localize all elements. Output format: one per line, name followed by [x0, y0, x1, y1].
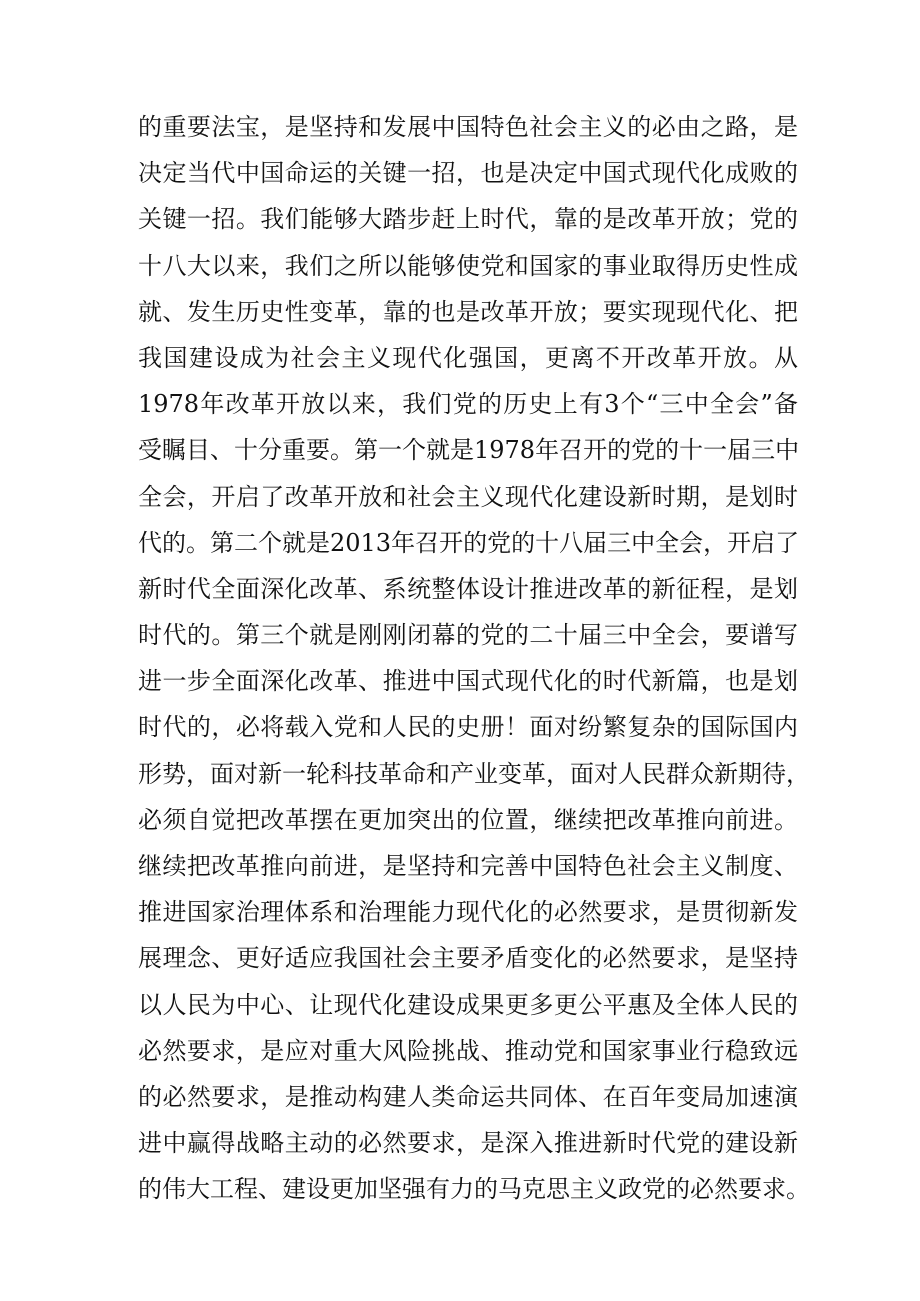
text-line: 进一步全面深化改革、推进中国式现代化的时代新篇，也是划 — [138, 667, 798, 696]
text-line: 形势，面对新一轮科技革命和产业变革，面对人民群众新期待， — [138, 759, 810, 788]
text-line: 受瞩目、十分重要。第一个就是1978年召开的党的十一届三中 — [138, 436, 800, 465]
text-line: 必须自觉把改革摆在更加突出的位置，继续把改革推向前进。 — [138, 805, 798, 834]
text-line: 十八大以来，我们之所以能够使党和国家的事业取得历史性成 — [138, 251, 798, 280]
text-line: 时代的。第三个就是刚刚闭幕的党的二十届三中全会，要谱写 — [138, 621, 798, 650]
text-line: 的伟大工程、建设更加坚强有力的马克思主义政党的必然要求。 — [138, 1175, 810, 1204]
text-line: 决定当代中国命运的关键一招，也是决定中国式现代化成败的 — [138, 159, 798, 188]
text-line: 进中赢得战略主动的必然要求，是深入推进新时代党的建设新 — [138, 1129, 798, 1158]
text-line: 以人民为中心、让现代化建设成果更多更公平惠及全体人民的 — [138, 990, 798, 1019]
text-line: 展理念、更好适应我国社会主要矛盾变化的必然要求，是坚持 — [138, 944, 798, 973]
text-line: 全会，开启了改革开放和社会主义现代化建设新时期，是划时 — [138, 482, 798, 511]
body-text — [138, 104, 810, 1213]
text-line: 就、发生历史性变革，靠的也是改革开放；要实现现代化、把 — [138, 297, 798, 326]
text-line: 的必然要求，是推动构建人类命运共同体、在百年变局加速演 — [138, 1082, 798, 1111]
text-line: 1978年改革开放以来，我们党的历史上有3个“三中全会”备 — [138, 390, 798, 419]
text-line: 时代的，必将载入党和人民的史册！面对纷繁复杂的国际国内 — [138, 713, 798, 742]
text-line: 新时代全面深化改革、系统整体设计推进改革的新征程，是划 — [138, 574, 798, 603]
text-line: 的重要法宝，是坚持和发展中国特色社会主义的必由之路，是 — [138, 113, 798, 141]
text-line: 我国建设成为社会主义现代化强国，更离不开改革开放。从 — [138, 343, 798, 372]
text-line: 必然要求，是应对重大风险挑战、推动党和国家事业行稳致远 — [138, 1036, 798, 1065]
text-line: 关键一招。我们能够大踏步赶上时代，靠的是改革开放；党的 — [138, 205, 798, 234]
text-line: 继续把改革推向前进，是坚持和完善中国特色社会主义制度、 — [138, 852, 798, 880]
text-line: 代的。第二个就是2013年召开的党的十八届三中全会，开启了 — [138, 528, 800, 557]
text-line: 推进国家治理体系和治理能力现代化的必然要求，是贯彻新发 — [138, 898, 798, 927]
